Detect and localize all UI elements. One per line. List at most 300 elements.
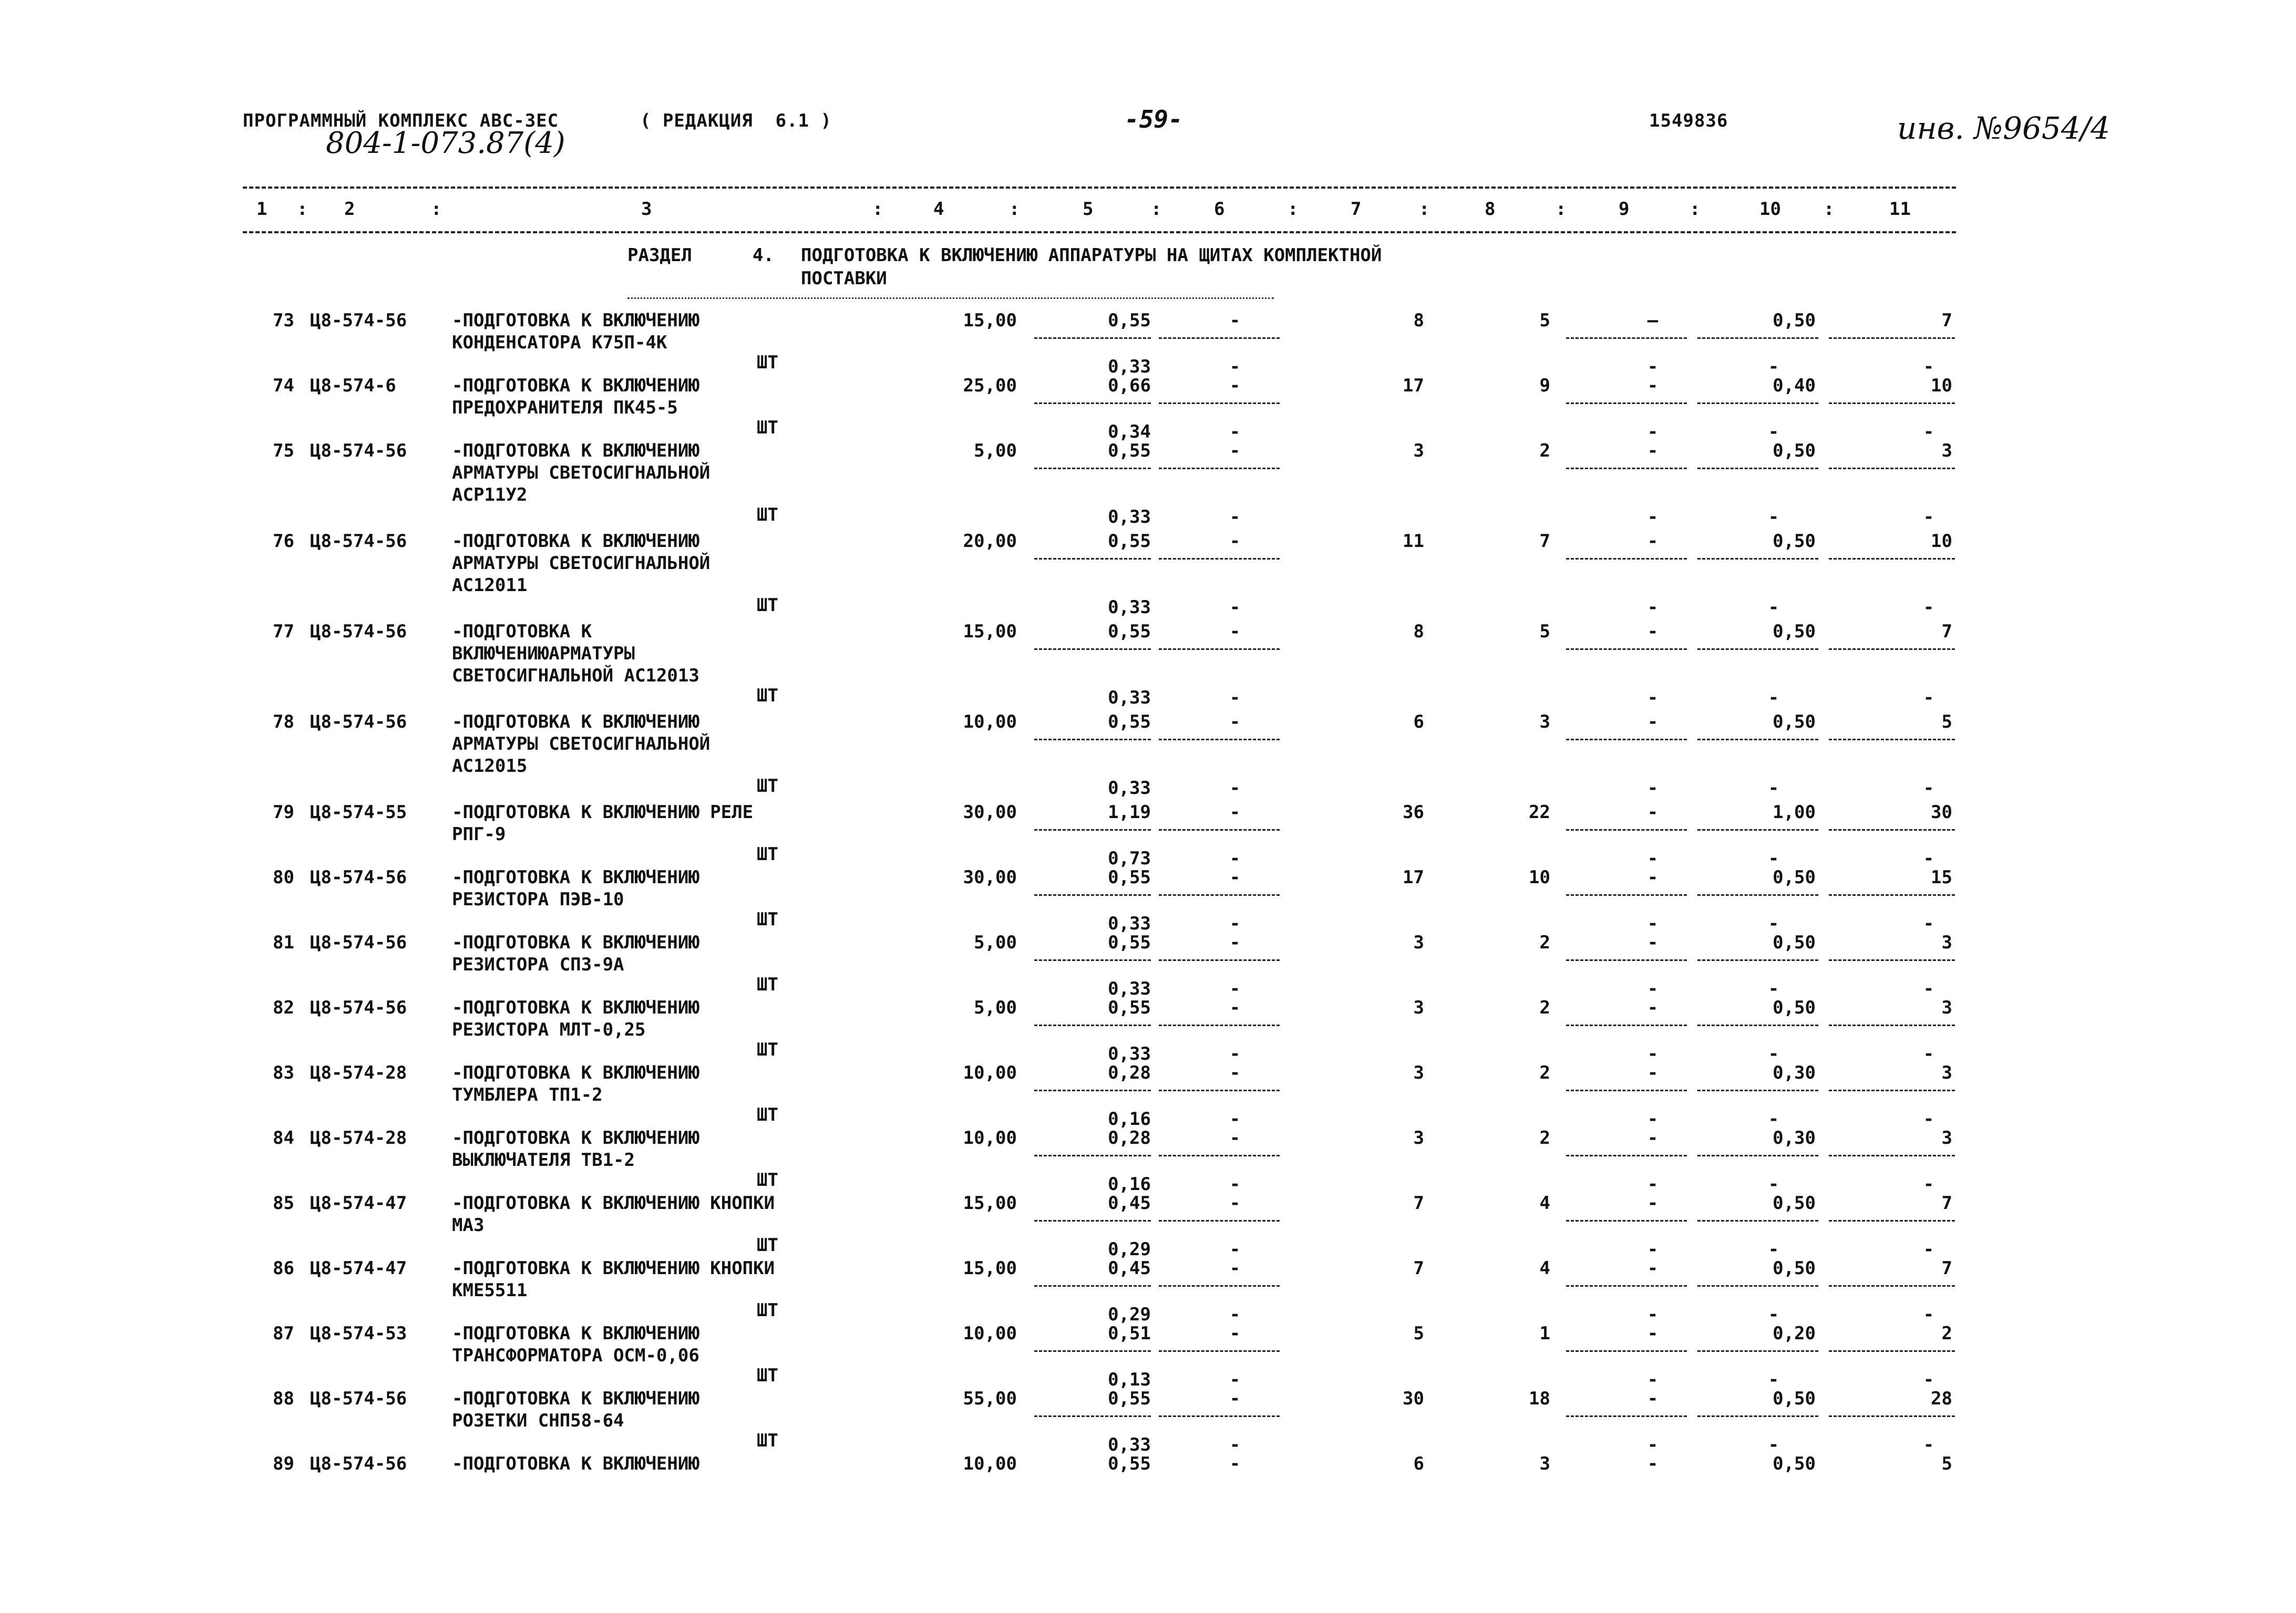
work-description: ВКЛЮЧЕНИЮАРМАТУРЫ (452, 643, 635, 664)
cost-wages: 0,16 (1108, 1174, 1151, 1195)
value-separator (1697, 959, 1818, 961)
norm-code: Ц8-574-56 (310, 711, 407, 732)
program-name: ПРОГРАММНЫЙ КОМПЛЕКС АВС-3ЕС (243, 110, 559, 131)
quantity: 10,00 (963, 1128, 1017, 1149)
work-description: -ПОДГОТОВКА К ВКЛЮЧЕНИЮ (452, 1453, 699, 1474)
cost-wages: 0,33 (1108, 1043, 1151, 1064)
work-description: -ПОДГОТОВКА К ВКЛЮЧЕНИЮ КНОПКИ (452, 1193, 775, 1214)
column-number-3: 3 (641, 199, 652, 220)
unit-label: ШТ (757, 417, 778, 438)
column-11-value: 7 (1941, 621, 1952, 642)
column-9-value: - (1647, 1323, 1659, 1344)
unit-label: ШТ (757, 1300, 778, 1321)
column-number-9: 9 (1619, 199, 1630, 220)
work-description: РЕЗИСТОРА ПЭВ-10 (452, 889, 624, 910)
column-9-subvalue: - (1647, 1239, 1659, 1260)
column-8-value: 2 (1539, 440, 1550, 461)
unit-label: ШТ (757, 1365, 778, 1386)
row-number: 76 (273, 531, 294, 552)
cost-total: 0,55 (1108, 1453, 1151, 1474)
value-separator (1829, 402, 1955, 404)
value-separator (1159, 959, 1280, 961)
column-10-value: 0,30 (1773, 1128, 1816, 1149)
value-separator (1159, 1220, 1280, 1222)
column-10-value: 0,50 (1773, 997, 1816, 1018)
value-separator (1697, 1220, 1818, 1222)
norm-code: Ц8-574-47 (310, 1193, 407, 1214)
column-7-value: 30 (1403, 1388, 1424, 1409)
column-9-subvalue: - (1647, 597, 1659, 618)
column-11-value: 2 (1941, 1323, 1952, 1344)
column-6-subvalue: - (1229, 506, 1241, 528)
column-10-value: 0,50 (1773, 440, 1816, 461)
column-6-value: - (1229, 1323, 1241, 1344)
column-number-1: 1 (256, 199, 267, 220)
column-7-value: 8 (1413, 310, 1424, 331)
column-number-6: 6 (1214, 199, 1225, 220)
work-description: АС12011 (452, 575, 528, 596)
work-description: -ПОДГОТОВКА К ВКЛЮЧЕНИЮ (452, 310, 699, 331)
column-8-value: 4 (1539, 1193, 1550, 1214)
value-separator (1159, 829, 1280, 831)
column-11-subvalue: - (1923, 1369, 1934, 1390)
column-10-subvalue: - (1768, 356, 1779, 377)
column-11-subvalue: - (1923, 421, 1934, 442)
work-description: -ПОДГОТОВКА К ВКЛЮЧЕНИЮ (452, 1128, 699, 1149)
header-rule-bottom (243, 231, 1956, 233)
column-9-subvalue: - (1647, 1434, 1659, 1455)
work-description: -ПОДГОТОВКА К ВКЛЮЧЕНИЮ РЕЛЕ (452, 802, 754, 823)
value-separator (1566, 1090, 1687, 1091)
cost-total: 0,55 (1108, 997, 1151, 1018)
norm-code: Ц8-574-56 (310, 1453, 407, 1474)
value-separator (1829, 1025, 1955, 1026)
work-description: -ПОДГОТОВКА К ВКЛЮЧЕНИЮ (452, 531, 699, 552)
unit-label: ШТ (757, 1170, 778, 1191)
value-separator (1034, 558, 1151, 560)
column-number-7: 7 (1351, 199, 1362, 220)
value-separator (1566, 402, 1687, 404)
column-8-value: 18 (1529, 1388, 1550, 1409)
value-separator (1034, 1220, 1151, 1222)
unit-label: ШТ (757, 909, 778, 930)
column-10-value: 0,50 (1773, 621, 1816, 642)
column-separator: : (1824, 199, 1835, 220)
column-8-value: 22 (1529, 802, 1550, 823)
cost-total: 1,19 (1108, 802, 1151, 823)
value-separator (1829, 1090, 1955, 1091)
column-9-value: - (1647, 531, 1659, 552)
quantity: 25,00 (963, 375, 1017, 396)
work-description: РПГ-9 (452, 824, 506, 845)
value-separator (1566, 468, 1687, 469)
column-number-4: 4 (933, 199, 944, 220)
cost-wages: 0,33 (1108, 978, 1151, 999)
value-separator (1829, 1285, 1955, 1287)
column-10-value: 1,00 (1773, 802, 1816, 823)
value-separator (1566, 959, 1687, 961)
norm-code: Ц8-574-56 (310, 867, 407, 888)
quantity: 15,00 (963, 1258, 1017, 1279)
row-number: 88 (273, 1388, 294, 1409)
column-11-subvalue: - (1923, 978, 1934, 999)
norm-code: Ц8-574-6 (310, 375, 396, 396)
column-7-value: 3 (1413, 1062, 1424, 1083)
column-separator: : (1556, 199, 1567, 220)
column-7-value: 5 (1413, 1323, 1424, 1344)
column-11-value: 7 (1941, 1193, 1952, 1214)
value-separator (1829, 1155, 1955, 1156)
column-11-subvalue: - (1923, 1434, 1934, 1455)
column-10-subvalue: - (1768, 1434, 1779, 1455)
value-separator (1034, 1415, 1151, 1417)
column-10-subvalue: - (1768, 1304, 1779, 1325)
quantity: 15,00 (963, 310, 1017, 331)
column-11-value: 15 (1931, 867, 1952, 888)
column-11-subvalue: - (1923, 506, 1934, 528)
quantity: 5,00 (974, 997, 1017, 1018)
column-11-subvalue: - (1923, 1043, 1934, 1064)
column-separator: : (431, 199, 442, 220)
column-6-value: - (1229, 1193, 1241, 1214)
unit-label: ШТ (757, 685, 778, 706)
value-separator (1034, 739, 1151, 740)
column-number-11: 11 (1889, 199, 1911, 220)
value-separator (1697, 402, 1818, 404)
column-6-subvalue: - (1229, 421, 1241, 442)
row-number: 75 (273, 440, 294, 461)
column-10-value: 0,50 (1773, 711, 1816, 732)
column-6-value: - (1229, 375, 1241, 396)
value-separator (1829, 1350, 1955, 1352)
value-separator (1697, 1090, 1818, 1091)
row-number: 78 (273, 711, 294, 732)
unit-label: ШТ (757, 1235, 778, 1256)
work-description: -ПОДГОТОВКА К ВКЛЮЧЕНИЮ (452, 997, 699, 1018)
column-8-value: 2 (1539, 1062, 1550, 1083)
column-11-subvalue: - (1923, 1174, 1934, 1195)
value-separator (1697, 337, 1818, 339)
column-6-value: - (1229, 1453, 1241, 1474)
work-description: МАЗ (452, 1215, 485, 1236)
column-9-subvalue: - (1647, 1369, 1659, 1390)
column-11-value: 3 (1941, 932, 1952, 953)
column-10-subvalue: - (1768, 687, 1779, 708)
cost-total: 0,28 (1108, 1062, 1151, 1083)
value-separator (1034, 1285, 1151, 1287)
column-7-value: 17 (1403, 375, 1424, 396)
cost-wages: 0,33 (1108, 356, 1151, 377)
column-number-5: 5 (1083, 199, 1094, 220)
column-9-subvalue: - (1647, 421, 1659, 442)
column-6-subvalue: - (1229, 1109, 1241, 1130)
column-11-subvalue: - (1923, 1109, 1934, 1130)
header-rule-top (243, 187, 1956, 189)
column-10-subvalue: - (1768, 913, 1779, 934)
work-description: -ПОДГОТОВКА К ВКЛЮЧЕНИЮ (452, 440, 699, 461)
cost-total: 0,51 (1108, 1323, 1151, 1344)
norm-code: Ц8-574-56 (310, 932, 407, 953)
work-description: АРМАТУРЫ СВЕТОСИГНАЛЬНОЙ (452, 462, 711, 483)
column-6-value: - (1229, 1258, 1241, 1279)
norm-code: Ц8-574-56 (310, 1388, 407, 1409)
column-9-value: - (1647, 440, 1659, 461)
value-separator (1829, 1220, 1955, 1222)
row-number: 87 (273, 1323, 294, 1344)
column-8-value: 1 (1539, 1323, 1550, 1344)
cost-wages: 0,16 (1108, 1109, 1151, 1130)
quantity: 5,00 (974, 932, 1017, 953)
column-9-value: - (1647, 375, 1659, 396)
column-separator: : (1690, 199, 1701, 220)
column-10-subvalue: - (1768, 1043, 1779, 1064)
column-10-value: 0,50 (1773, 1193, 1816, 1214)
norm-code: Ц8-574-55 (310, 802, 407, 823)
value-separator (1697, 558, 1818, 560)
quantity: 10,00 (963, 1323, 1017, 1344)
value-separator (1034, 1350, 1151, 1352)
column-10-subvalue: - (1768, 597, 1779, 618)
cost-total: 0,55 (1108, 711, 1151, 732)
work-description: АС12015 (452, 756, 528, 777)
column-11-subvalue: - (1923, 1304, 1934, 1325)
cost-wages: 0,13 (1108, 1369, 1151, 1390)
value-separator (1159, 1155, 1280, 1156)
column-9-subvalue: - (1647, 978, 1659, 999)
work-description: ПРЕДОХРАНИТЕЛЯ ПК45-5 (452, 397, 678, 418)
column-11-value: 28 (1931, 1388, 1952, 1409)
column-7-value: 17 (1403, 867, 1424, 888)
value-separator (1159, 558, 1280, 560)
column-11-subvalue: - (1923, 687, 1934, 708)
column-6-value: - (1229, 621, 1241, 642)
cost-wages: 0,33 (1108, 687, 1151, 708)
column-9-value: - (1647, 1258, 1659, 1279)
work-description: ТУМБЛЕРА ТП1-2 (452, 1084, 603, 1105)
column-10-value: 0,50 (1773, 1388, 1816, 1409)
column-9-value: - (1647, 1453, 1659, 1474)
column-9-subvalue: - (1647, 1304, 1659, 1325)
column-10-value: 0,50 (1773, 867, 1816, 888)
value-separator (1566, 1350, 1687, 1352)
column-separator: : (872, 199, 883, 220)
column-10-subvalue: - (1768, 1174, 1779, 1195)
value-separator (1566, 1025, 1687, 1026)
column-9-value: — (1647, 310, 1659, 331)
page-number: -59- (1125, 105, 1183, 133)
column-11-value: 3 (1941, 997, 1952, 1018)
column-10-subvalue: - (1768, 506, 1779, 528)
row-number: 83 (273, 1062, 294, 1083)
value-separator (1566, 1415, 1687, 1417)
column-9-subvalue: - (1647, 1174, 1659, 1195)
value-separator (1034, 402, 1151, 404)
unit-label: ШТ (757, 776, 778, 797)
cost-total: 0,55 (1108, 932, 1151, 953)
work-description: -ПОДГОТОВКА К ВКЛЮЧЕНИЮ (452, 867, 699, 888)
column-separator: : (1288, 199, 1299, 220)
unit-label: ШТ (757, 595, 778, 616)
column-7-value: 8 (1413, 621, 1424, 642)
work-description: -ПОДГОТОВКА К ВКЛЮЧЕНИЮ (452, 932, 699, 953)
column-8-value: 7 (1539, 531, 1550, 552)
value-separator (1697, 894, 1818, 896)
value-separator (1697, 1025, 1818, 1026)
norm-code: Ц8-574-56 (310, 310, 407, 331)
value-separator (1829, 829, 1955, 831)
work-description: АРМАТУРЫ СВЕТОСИГНАЛЬНОЙ (452, 553, 711, 574)
cost-total: 0,55 (1108, 310, 1151, 331)
norm-code: Ц8-574-53 (310, 1323, 407, 1344)
value-separator (1034, 468, 1151, 469)
value-separator (1829, 468, 1955, 469)
column-10-value: 0,50 (1773, 932, 1816, 953)
column-10-value: 0,20 (1773, 1323, 1816, 1344)
work-description: АРМАТУРЫ СВЕТОСИГНАЛЬНОЙ (452, 733, 711, 754)
column-6-subvalue: - (1229, 597, 1241, 618)
column-7-value: 3 (1413, 997, 1424, 1018)
cost-wages: 0,33 (1108, 597, 1151, 618)
work-description: -ПОДГОТОВКА К ВКЛЮЧЕНИЮ (452, 711, 699, 732)
row-number: 89 (273, 1453, 294, 1474)
column-6-value: - (1229, 997, 1241, 1018)
unit-label: ШТ (757, 352, 778, 373)
column-6-value: - (1229, 310, 1241, 331)
column-9-value: - (1647, 1062, 1659, 1083)
section-title-line2: ПОСТАВКИ (801, 268, 887, 289)
value-separator (1159, 894, 1280, 896)
column-6-value: - (1229, 1388, 1241, 1409)
value-separator (1566, 648, 1687, 650)
work-description: -ПОДГОТОВКА К ВКЛЮЧЕНИЮ (452, 1388, 699, 1409)
column-9-value: - (1647, 621, 1659, 642)
value-separator (1697, 648, 1818, 650)
document-code: 1549836 (1649, 110, 1728, 131)
column-10-subvalue: - (1768, 978, 1779, 999)
value-separator (1034, 1025, 1151, 1026)
value-separator (1697, 1415, 1818, 1417)
row-number: 82 (273, 997, 294, 1018)
quantity: 55,00 (963, 1388, 1017, 1409)
value-separator (1697, 1155, 1818, 1156)
column-9-subvalue: - (1647, 913, 1659, 934)
column-separator: : (1419, 199, 1430, 220)
column-9-subvalue: - (1647, 506, 1659, 528)
row-number: 74 (273, 375, 294, 396)
column-7-value: 7 (1413, 1193, 1424, 1214)
column-separator: : (297, 199, 308, 220)
column-11-value: 10 (1931, 375, 1952, 396)
column-9-value: - (1647, 802, 1659, 823)
column-11-value: 7 (1941, 310, 1952, 331)
column-11-value: 3 (1941, 1062, 1952, 1083)
column-6-subvalue: - (1229, 1434, 1241, 1455)
cost-wages: 0,73 (1108, 848, 1151, 869)
work-description: РЕЗИСТОРА МЛТ-0,25 (452, 1019, 646, 1040)
column-6-value: - (1229, 867, 1241, 888)
column-8-value: 2 (1539, 997, 1550, 1018)
column-9-subvalue: - (1647, 1109, 1659, 1130)
work-description: РОЗЕТКИ СНП58-64 (452, 1410, 624, 1431)
value-separator (1697, 829, 1818, 831)
value-separator (1159, 468, 1280, 469)
column-8-value: 9 (1539, 375, 1550, 396)
value-separator (1159, 648, 1280, 650)
cost-total: 0,45 (1108, 1258, 1151, 1279)
column-separator: : (1151, 199, 1162, 220)
value-separator (1034, 337, 1151, 339)
column-7-value: 6 (1413, 711, 1424, 732)
value-separator (1159, 337, 1280, 339)
value-separator (1829, 558, 1955, 560)
cost-wages: 0,33 (1108, 778, 1151, 799)
row-number: 79 (273, 802, 294, 823)
work-description: КОНДЕНСАТОРА К75П-4К (452, 332, 667, 353)
unit-label: ШТ (757, 1430, 778, 1451)
norm-code: Ц8-574-56 (310, 621, 407, 642)
column-11-value: 30 (1931, 802, 1952, 823)
value-separator (1829, 894, 1955, 896)
column-11-value: 5 (1941, 711, 1952, 732)
quantity: 10,00 (963, 1453, 1017, 1474)
column-9-subvalue: - (1647, 687, 1659, 708)
column-9-value: - (1647, 1388, 1659, 1409)
row-number: 86 (273, 1258, 294, 1279)
value-separator (1566, 894, 1687, 896)
work-description: -ПОДГОТОВКА К ВКЛЮЧЕНИЮ (452, 1323, 699, 1344)
section-title-line1: ПОДГОТОВКА К ВКЛЮЧЕНИЮ АППАРАТУРЫ НА ЩИТАХ КОМПЛЕКТНОЙ (801, 245, 1382, 266)
column-10-value: 0,50 (1773, 310, 1816, 331)
row-number: 80 (273, 867, 294, 888)
column-10-value: 0,30 (1773, 1062, 1816, 1083)
column-10-value: 0,50 (1773, 1453, 1816, 1474)
column-11-value: 5 (1941, 1453, 1952, 1474)
edition: ( РЕДАКЦИЯ 6.1 ) (640, 110, 832, 131)
row-number: 81 (273, 932, 294, 953)
column-11-value: 3 (1941, 1128, 1952, 1149)
row-number: 73 (273, 310, 294, 331)
value-separator (1566, 558, 1687, 560)
column-10-value: 0,50 (1773, 1258, 1816, 1279)
value-separator (1566, 337, 1687, 339)
column-7-value: 36 (1403, 802, 1424, 823)
value-separator (1034, 894, 1151, 896)
column-6-subvalue: - (1229, 978, 1241, 999)
value-separator (1034, 1090, 1151, 1091)
column-10-subvalue: - (1768, 1239, 1779, 1260)
quantity: 15,00 (963, 1193, 1017, 1214)
cost-wages: 0,33 (1108, 506, 1151, 528)
norm-code: Ц8-574-56 (310, 440, 407, 461)
value-separator (1829, 959, 1955, 961)
column-6-subvalue: - (1229, 1304, 1241, 1325)
column-11-subvalue: - (1923, 778, 1934, 799)
value-separator (1566, 1220, 1687, 1222)
column-6-subvalue: - (1229, 913, 1241, 934)
work-description: СВЕТОСИГНАЛЬНОЙ АС12013 (452, 665, 699, 686)
column-8-value: 5 (1539, 310, 1550, 331)
row-number: 77 (273, 621, 294, 642)
quantity: 30,00 (963, 867, 1017, 888)
column-8-value: 3 (1539, 1453, 1550, 1474)
column-6-value: - (1229, 1062, 1241, 1083)
column-8-value: 10 (1529, 867, 1550, 888)
quantity: 20,00 (963, 531, 1017, 552)
column-11-subvalue: - (1923, 913, 1934, 934)
handwritten-reference: 804-1-073.87(4) (326, 126, 565, 160)
quantity: 15,00 (963, 621, 1017, 642)
value-separator (1159, 1025, 1280, 1026)
